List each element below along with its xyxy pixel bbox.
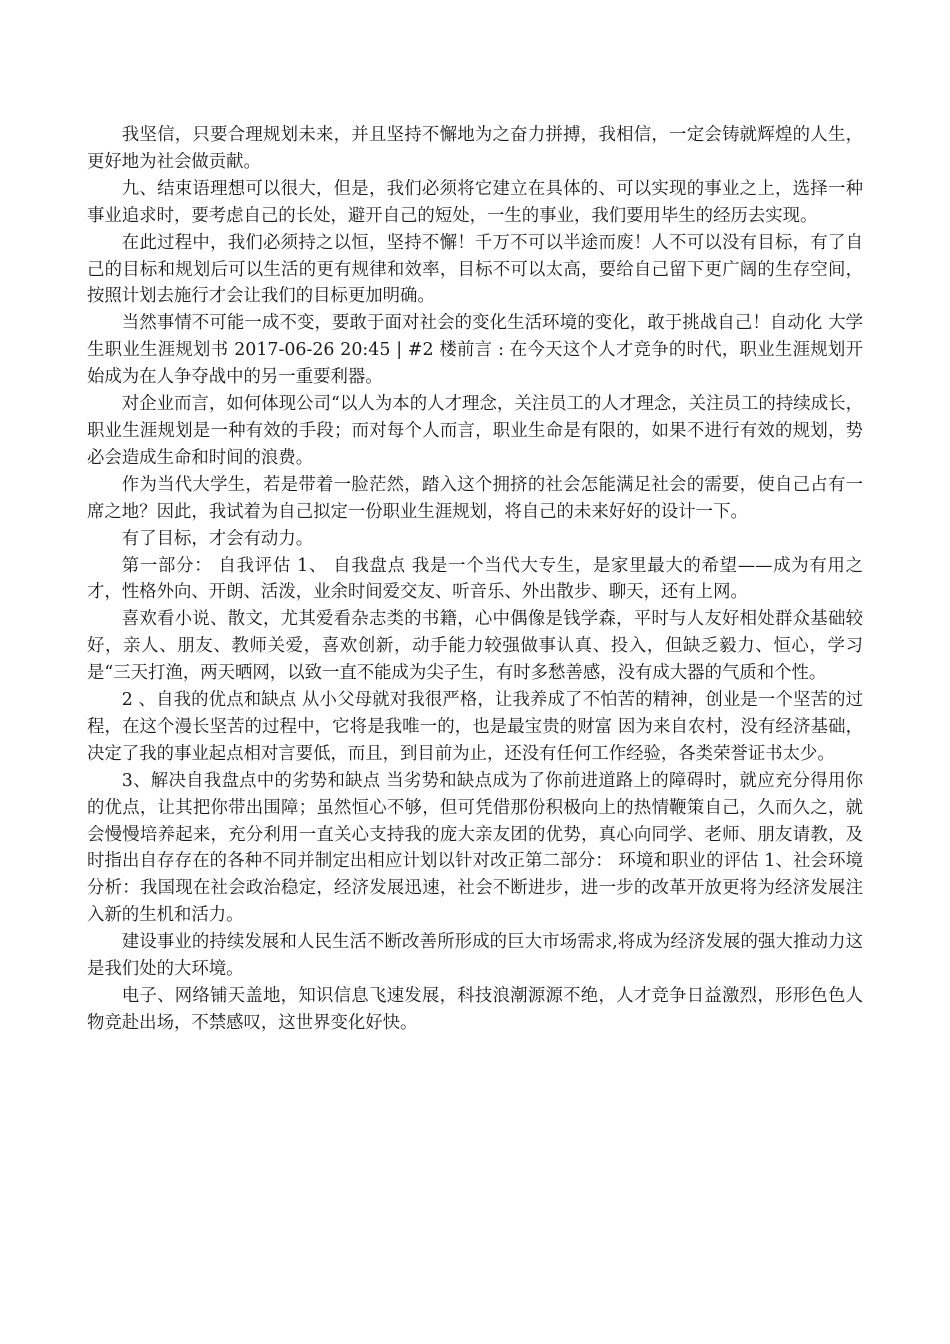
paragraph-4: 当然事情不可能一成不变，要敢于面对社会的变化生活环境的变化，敢于挑战自己！自动化 大学生职业生涯规划书 2017-06-26 20:45 | #2 楼前言 : 在今天这个人才竞争的时代，职业生涯规划开始成为在人争夺战中的另一重要利器。 (87, 313, 863, 388)
document-body (87, 122, 863, 1037)
paragraph-12: 建设事业的持续发展和人民生活不断改善所形成的巨大市场需求,将成为经济发展的强大推动力这是我们处的大环境。 (87, 932, 863, 980)
paragraph-9: 喜欢看小说、散文，尤其爱看杂志类的书籍，心中偶像是钱学森，平时与人友好相处群众基础较好，亲人、朋友、教师关爱，喜欢创新，动手能力较强做事认真、投入，但缺乏毅力、恒心，学习是“三天打渔，两天晒网，以致一直不能成为尖子生，有时多愁善感，没有成大器的气质和个性。 (87, 609, 863, 684)
paragraph-1: 我坚信，只要合理规划未来，并且坚持不懈地为之奋力拼搏，我相信，一定会铸就辉煌的人生，更好地为社会做贡献。 (87, 125, 863, 172)
paragraph-13: 电子、网络铺天盖地，知识信息飞速发展，科技浪潮源源不绝，人才竞争日益激烈，形形色色人物竞赴出场，不禁感叹，这世界变化好快。 (87, 986, 863, 1033)
paragraph-3: 在此过程中，我们必须持之以恒，坚持不懈！千万不可以半途而废！人不可以没有目标，有了自己的目标和规划后可以生活的更有规律和效率，目标不可以太高，要给自己留下更广阔的生存空间，按照计划去施行才会让我们的目标更加明确。 (87, 232, 863, 307)
paragraph-5: 对企业而言，如何体现公司“以人为本的人才理念，关注员工的人才理念，关注员工的持续成长，职业生涯规划是一种有效的手段；而对每个人而言，职业生命是有限的，如果不进行有效的规划，势必会造成生命和时间的浪费。 (87, 394, 863, 468)
paragraph-7: 有了目标，才会有动力。 (121, 528, 314, 549)
paragraph-10: 2 、自我的优点和缺点 从小父母就对我很严格，让我养成了不怕苦的精神，创业是一个坚苦的过程，在这个漫长坚苦的过程中，它将是我唯一的，也是最宝贵的财富 因为来自农村，没有经济基础，决定了我的事业起点相对言要低，而且，到目前为止，还没有任何工作经验，各类荣誉证书太少。 (87, 690, 863, 764)
paragraph-2: 九、结束语理想可以很大，但是，我们必须将它建立在具体的、可以实现的事业之上，选择一种事业追求时，要考虑自己的长处，避开自己的短处，一生的事业，我们要用毕生的经历去实现。 (87, 178, 863, 226)
paragraph-6: 作为当代大学生，若是带着一脸茫然，踏入这个拥挤的社会怎能满足社会的需要，使自己占有一席之地？因此，我试着为自己拟定一份职业生涯规划，将自己的未来好好的设计一下。 (87, 474, 863, 522)
paragraph-11: 3、解决自我盘点中的劣势和缺点 当劣势和缺点成为了你前进道路上的障碍时，就应充分得用你的优点，让其把你带出围障；虽然恒心不够，但可凭借那份积极向上的热情鞭策自己，久而久之，就会慢慢培养起来，充分利用一直关心支持我的庞大亲友团的优势，真心向同学、老师、朋友请教，及时指出自存存在的各种不同并制定出相应计划以针对改正第二部分： 环境和职业的评估 1、社会环境分析：我国现在社会政治稳定，经济发展迅速，社会不断进步，进一步的改革开放更将为经济发展注入新的生机和活力。 (87, 770, 863, 926)
paragraph-8: 第一部分： 自我评估 1、 自我盘点 我是一个当代大专生，是家里最大的希望——成为有用之才，性格外向、开朗、活泼，业余时间爱交友、听音乐、外出散步、聊天，还有上网。 (87, 555, 863, 603)
